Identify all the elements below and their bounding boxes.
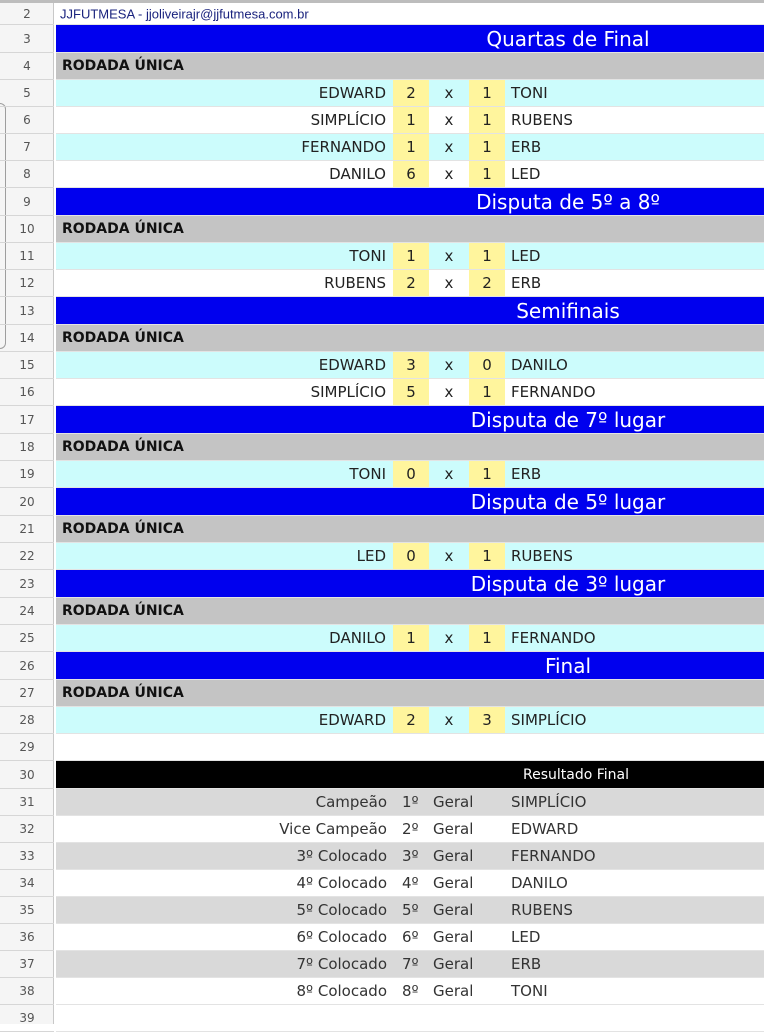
row-number[interactable]: 36 xyxy=(0,924,54,951)
placement-player: FERNANDO xyxy=(511,847,596,865)
round-label: RODADA ÚNICA xyxy=(62,221,184,237)
versus-mark: x xyxy=(444,547,454,565)
placement-player: SIMPLÍCIO xyxy=(511,793,587,811)
placement-label: 4º Colocado xyxy=(296,874,387,892)
versus-mark: x xyxy=(444,165,454,183)
placement-position: 5º xyxy=(402,901,419,919)
row-number[interactable]: 21 xyxy=(0,516,54,543)
away-team: RUBENS xyxy=(511,547,573,565)
sheet-row xyxy=(0,897,764,924)
home-team: EDWARD xyxy=(318,356,386,374)
home-score[interactable]: 2 xyxy=(393,707,429,733)
placement-geral: Geral xyxy=(433,820,474,838)
sheet-row xyxy=(0,978,764,1005)
row-cells[interactable] xyxy=(56,243,764,270)
placement-geral: Geral xyxy=(433,928,474,946)
sheet-row xyxy=(0,352,764,379)
away-team: TONI xyxy=(511,84,548,102)
home-team: SIMPLÍCIO xyxy=(310,111,386,129)
sheet-row xyxy=(0,25,764,53)
row-cells[interactable] xyxy=(56,379,764,406)
away-team: LED xyxy=(511,247,541,265)
away-score[interactable]: 1 xyxy=(469,107,505,133)
row-number[interactable]: 20 xyxy=(0,488,54,516)
placement-position: 7º xyxy=(402,955,419,973)
row-cells[interactable] xyxy=(56,680,764,707)
versus-mark: x xyxy=(444,111,454,129)
placement-label: Campeão xyxy=(315,793,387,811)
home-score[interactable]: 3 xyxy=(393,352,429,378)
row-cells[interactable] xyxy=(56,352,764,379)
row-number[interactable]: 17 xyxy=(0,406,54,434)
sheet-row xyxy=(0,625,764,652)
home-team: SIMPLÍCIO xyxy=(310,383,386,401)
home-team: TONI xyxy=(349,465,386,483)
round-label: RODADA ÚNICA xyxy=(62,603,184,619)
sheet-row xyxy=(0,80,764,107)
placement-position: 2º xyxy=(402,820,419,838)
home-score[interactable]: 1 xyxy=(393,134,429,160)
away-team: FERNANDO xyxy=(511,629,596,647)
sheet-row xyxy=(0,598,764,625)
placement-geral: Geral xyxy=(433,847,474,865)
versus-mark: x xyxy=(444,465,454,483)
away-score[interactable]: 1 xyxy=(469,243,505,269)
row-cells[interactable] xyxy=(56,134,764,161)
row-cells[interactable] xyxy=(56,924,764,951)
sheet-row xyxy=(0,734,764,761)
home-team: EDWARD xyxy=(318,84,386,102)
away-score[interactable]: 1 xyxy=(469,80,505,106)
placement-player: RUBENS xyxy=(511,901,573,919)
row-number[interactable]: 30 xyxy=(0,761,54,789)
versus-mark: x xyxy=(444,138,454,156)
row-number[interactable]: 25 xyxy=(0,625,54,652)
sheet-row xyxy=(0,107,764,134)
row-number[interactable]: 32 xyxy=(0,816,54,843)
versus-mark: x xyxy=(444,711,454,729)
sheet-row xyxy=(0,652,764,680)
row-number[interactable]: 37 xyxy=(0,951,54,978)
sheet-row xyxy=(0,516,764,543)
row-number[interactable]: 24 xyxy=(0,598,54,625)
placement-player: LED xyxy=(511,928,541,946)
row-number[interactable]: 28 xyxy=(0,707,54,734)
placement-position: 6º xyxy=(402,928,419,946)
versus-mark: x xyxy=(444,247,454,265)
row-number[interactable]: 16 xyxy=(0,379,54,406)
row-number[interactable]: 19 xyxy=(0,461,54,488)
home-score[interactable]: 2 xyxy=(393,270,429,296)
placement-position: 1º xyxy=(402,793,419,811)
round-label: RODADA ÚNICA xyxy=(62,521,184,537)
row-cells[interactable] xyxy=(56,734,764,761)
row-number[interactable]: 4 xyxy=(0,53,54,80)
home-score[interactable]: 6 xyxy=(393,161,429,187)
away-team: ERB xyxy=(511,465,542,483)
row-number[interactable]: 8 xyxy=(0,161,54,188)
versus-mark: x xyxy=(444,629,454,647)
sheet-row xyxy=(0,816,764,843)
section-heading: Disputa de 7º lugar xyxy=(470,407,666,432)
sheet-title: JJFUTMESA - jjoliveirajr@jjfutmesa.com.br xyxy=(60,6,309,22)
row-cells[interactable] xyxy=(56,897,764,924)
away-team: LED xyxy=(511,165,541,183)
row-number[interactable]: 14 xyxy=(0,325,54,352)
row-number[interactable]: 10 xyxy=(0,216,54,243)
home-team: RUBENS xyxy=(324,274,386,292)
row-number[interactable]: 35 xyxy=(0,897,54,924)
row-cells[interactable] xyxy=(56,570,764,598)
sheet-row xyxy=(0,488,764,516)
row-number[interactable]: 11 xyxy=(0,243,54,270)
placement-player: TONI xyxy=(511,982,548,1000)
away-score[interactable]: 1 xyxy=(469,161,505,187)
results-heading: Resultado Final xyxy=(522,766,629,783)
versus-mark: x xyxy=(444,383,454,401)
away-team: ERB xyxy=(511,138,542,156)
placement-geral: Geral xyxy=(433,793,474,811)
sheet-row xyxy=(0,270,764,297)
away-score[interactable]: 1 xyxy=(469,543,505,569)
row-cells[interactable] xyxy=(56,488,764,516)
row-number[interactable]: 33 xyxy=(0,843,54,870)
placement-position: 3º xyxy=(402,847,419,865)
sheet-row xyxy=(0,3,764,25)
away-score[interactable]: 2 xyxy=(469,270,505,296)
away-team: FERNANDO xyxy=(511,383,596,401)
sheet-row xyxy=(0,434,764,461)
row-number[interactable]: 31 xyxy=(0,789,54,816)
away-team: DANILO xyxy=(511,356,568,374)
sheet-row xyxy=(0,161,764,188)
placement-label: 5º Colocado xyxy=(296,901,387,919)
row-cells[interactable] xyxy=(56,25,764,53)
row-number[interactable]: 23 xyxy=(0,570,54,598)
row-cells[interactable] xyxy=(56,325,764,352)
home-team: LED xyxy=(356,547,386,565)
placement-geral: Geral xyxy=(433,874,474,892)
away-score[interactable]: 1 xyxy=(469,461,505,487)
row-number[interactable]: 26 xyxy=(0,652,54,680)
versus-mark: x xyxy=(444,274,454,292)
sheet-row xyxy=(0,325,764,352)
placement-label: 8º Colocado xyxy=(296,982,387,1000)
row-cells[interactable] xyxy=(56,461,764,488)
placement-label: 7º Colocado xyxy=(296,955,387,973)
home-score[interactable]: 1 xyxy=(393,625,429,651)
sheet-row xyxy=(0,461,764,488)
row-cells[interactable] xyxy=(56,107,764,134)
home-score[interactable]: 2 xyxy=(393,80,429,106)
row-number[interactable]: 2 xyxy=(0,3,54,25)
home-team: TONI xyxy=(349,247,386,265)
row-cells[interactable] xyxy=(56,843,764,870)
section-heading: Final xyxy=(544,653,592,678)
round-label: RODADA ÚNICA xyxy=(62,330,184,346)
row-cells[interactable] xyxy=(56,789,764,816)
round-label: RODADA ÚNICA xyxy=(62,685,184,701)
row-cells[interactable] xyxy=(56,297,764,325)
row-number[interactable]: 12 xyxy=(0,270,54,297)
round-label: RODADA ÚNICA xyxy=(62,58,184,74)
sheet-row xyxy=(0,543,764,570)
sheet-row xyxy=(0,570,764,598)
sheet-row xyxy=(0,924,764,951)
sheet-row xyxy=(0,379,764,406)
placement-geral: Geral xyxy=(433,955,474,973)
row-number[interactable]: 9 xyxy=(0,188,54,216)
row-cells[interactable] xyxy=(56,434,764,461)
row-number[interactable]: 15 xyxy=(0,352,54,379)
placement-label: 6º Colocado xyxy=(296,928,387,946)
sheet-row xyxy=(0,243,764,270)
sheet-row xyxy=(0,843,764,870)
sheet-row xyxy=(0,188,764,216)
sheet-row xyxy=(0,297,764,325)
row-cells[interactable] xyxy=(56,761,764,789)
row-number[interactable]: 18 xyxy=(0,434,54,461)
away-team: RUBENS xyxy=(511,111,573,129)
away-score[interactable]: 0 xyxy=(469,352,505,378)
sheet-row xyxy=(0,406,764,434)
placement-label: Vice Campeão xyxy=(279,820,387,838)
away-team: SIMPLÍCIO xyxy=(511,711,587,729)
home-score[interactable]: 0 xyxy=(393,461,429,487)
away-score[interactable]: 3 xyxy=(469,707,505,733)
versus-mark: x xyxy=(444,356,454,374)
row-cells[interactable] xyxy=(56,652,764,680)
row-cells[interactable] xyxy=(56,161,764,188)
placement-player: DANILO xyxy=(511,874,568,892)
row-cells[interactable] xyxy=(56,951,764,978)
section-heading: Disputa de 5º a 8º xyxy=(476,189,660,214)
sheet-row xyxy=(0,789,764,816)
row-cells[interactable] xyxy=(56,870,764,897)
row-cells[interactable] xyxy=(56,543,764,570)
placement-player: EDWARD xyxy=(511,820,579,838)
row-number[interactable]: 38 xyxy=(0,978,54,1005)
sheet-row xyxy=(0,707,764,734)
row-cells[interactable] xyxy=(56,406,764,434)
home-team: FERNANDO xyxy=(301,138,386,156)
row-number[interactable]: 27 xyxy=(0,680,54,707)
placement-player: ERB xyxy=(511,955,542,973)
row-cells[interactable] xyxy=(56,978,764,1005)
row-number[interactable]: 5 xyxy=(0,80,54,107)
sheet-row xyxy=(0,761,764,789)
round-label: RODADA ÚNICA xyxy=(62,439,184,455)
sheet-row xyxy=(0,134,764,161)
sheet-row xyxy=(0,216,764,243)
versus-mark: x xyxy=(444,84,454,102)
section-heading: Disputa de 5º lugar xyxy=(470,489,666,514)
away-score[interactable]: 1 xyxy=(469,625,505,651)
away-score[interactable]: 1 xyxy=(469,134,505,160)
row-number[interactable]: 39 xyxy=(0,1005,54,1032)
home-team: EDWARD xyxy=(318,711,386,729)
row-cells[interactable] xyxy=(56,598,764,625)
home-team: DANILO xyxy=(329,629,386,647)
section-heading: Quartas de Final xyxy=(486,26,650,51)
section-heading: Semifinais xyxy=(516,298,620,323)
row-cells[interactable] xyxy=(56,270,764,297)
placement-position: 8º xyxy=(402,982,419,1000)
row-cells[interactable] xyxy=(56,1005,764,1032)
home-score[interactable]: 1 xyxy=(393,107,429,133)
away-score[interactable]: 1 xyxy=(469,379,505,405)
section-heading: Disputa de 3º lugar xyxy=(470,571,666,596)
row-cells[interactable] xyxy=(56,53,764,80)
row-number[interactable]: 34 xyxy=(0,870,54,897)
placement-label: 3º Colocado xyxy=(296,847,387,865)
home-score[interactable]: 1 xyxy=(393,243,429,269)
row-cells[interactable] xyxy=(56,188,764,216)
row-number[interactable]: 29 xyxy=(0,734,54,761)
row-number[interactable]: 13 xyxy=(0,297,54,325)
row-cells[interactable] xyxy=(56,816,764,843)
row-number[interactable]: 7 xyxy=(0,134,54,161)
row-cells[interactable] xyxy=(56,625,764,652)
row-cells[interactable] xyxy=(56,516,764,543)
placement-geral: Geral xyxy=(433,982,474,1000)
away-team: ERB xyxy=(511,274,542,292)
sheet-row xyxy=(0,870,764,897)
sheet-row xyxy=(0,951,764,978)
row-cells[interactable] xyxy=(56,707,764,734)
home-score[interactable]: 0 xyxy=(393,543,429,569)
home-score[interactable]: 5 xyxy=(393,379,429,405)
row-cells[interactable] xyxy=(56,80,764,107)
home-team: DANILO xyxy=(329,165,386,183)
placement-position: 4º xyxy=(402,874,419,892)
sheet-row xyxy=(0,53,764,80)
placement-geral: Geral xyxy=(433,901,474,919)
row-number[interactable]: 6 xyxy=(0,107,54,134)
row-number[interactable]: 22 xyxy=(0,543,54,570)
row-number[interactable]: 3 xyxy=(0,25,54,53)
sheet-row xyxy=(0,680,764,707)
row-cells[interactable] xyxy=(56,216,764,243)
sheet-row xyxy=(0,1005,764,1032)
